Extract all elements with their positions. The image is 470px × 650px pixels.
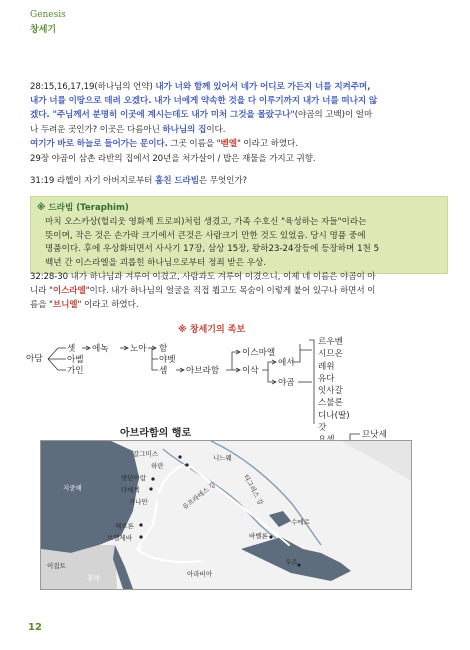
ham: 함 xyxy=(159,344,168,354)
abraham-route-map xyxy=(40,440,412,590)
peniel-line-3c: " 이라고 하였다. xyxy=(77,300,139,311)
son-gad: 갓 xyxy=(318,423,327,434)
son-issachar: 잇사갈 xyxy=(318,386,343,397)
book-title-english: Genesis xyxy=(30,10,66,20)
map-label-hebron: 헤브론 xyxy=(115,522,134,530)
jacob: 야곱 xyxy=(278,378,295,388)
ishmael: 이스마엘 xyxy=(242,348,276,358)
genealogy-title: ※ 창세기의 족보 xyxy=(178,325,246,335)
israel-name: 이스라엘 xyxy=(52,286,86,297)
son-simeon: 시므온 xyxy=(318,349,343,360)
stolen-teraphim: 훔친 드라빔 xyxy=(155,176,199,186)
map-label-canaan: 가나안 xyxy=(129,498,148,506)
covenant-text-2: 내가 너를 이땅으로 데려 오겠다. 내가 너에게 약속한 것을 다 이루기까지 내가 너를 떠나지 않 xyxy=(30,96,378,107)
note-line-3: 명품이다. 후에 우상화되면서 사사기 17장, 삼상 15장, 왕하23-24장등에 등장하며 1천 5 xyxy=(45,244,380,255)
son-zebulun: 스불론 xyxy=(318,398,343,409)
covenant-text-4c: 이다. xyxy=(206,124,226,135)
map-title: 아브라함의 행로 xyxy=(120,428,192,439)
covenant-text-4a: 나 두려운 곳인가? 이곳은 다름아닌 xyxy=(30,124,163,135)
question-text-a: 31:19 라헬이 자기 아버지로부터 xyxy=(30,176,156,186)
book-title-korean: 창세기 xyxy=(30,25,57,35)
teraphim-question xyxy=(30,174,247,188)
house-of-god: 하나님의 집 xyxy=(162,124,207,135)
peniel-line-2c: "이다. 내가 하나님의 얼굴을 직접 뵙고도 목숨이 이렇게 붙어 있구나 하면서 이 xyxy=(85,286,376,297)
map-label-carchemish: 갈그미스 xyxy=(133,450,159,458)
map-label-haran: 하란 xyxy=(151,462,164,470)
noah: 노아 xyxy=(130,344,147,354)
map-label-arabia: 아라비아 xyxy=(187,570,213,578)
gate-of-heaven: 여기가 바로 하늘로 들어가는 문이다. xyxy=(30,138,168,149)
covenant-paragraph xyxy=(30,80,442,151)
map-label-euphrates: 유프라테스 강 xyxy=(181,480,218,512)
covenant-text-3b: (야곱의 고백)이 얼마 xyxy=(294,110,373,121)
abel: 아벨 xyxy=(67,355,84,365)
covenant-text-5b: 그곳 이름을 " xyxy=(167,138,221,149)
peniel-line-2a: 니라 " xyxy=(30,286,53,297)
map-label-damascus: 다메섹 xyxy=(121,486,140,494)
page-number: 12 xyxy=(28,622,42,633)
abraham: 아브라함 xyxy=(186,366,220,376)
isaac: 이삭 xyxy=(242,366,259,376)
adam: 아담 xyxy=(26,354,43,364)
peniel-paragraph xyxy=(30,270,444,313)
map-drawing xyxy=(41,441,411,589)
covenant-text-1: 내가 너와 함께 있어서 네가 어디로 가든지 너를 지켜주며, xyxy=(155,82,371,92)
son-levi: 레위 xyxy=(318,361,335,372)
verse-reference: 28:15,16,17,19(하나님의 언약) xyxy=(30,82,153,92)
covenant-text-5d: " 이라고 하였다. xyxy=(236,138,298,149)
map-label-ur: 우르 xyxy=(285,558,298,566)
teraphim-note-box xyxy=(30,196,448,274)
map-label-tigris: 티그리스 강 xyxy=(241,473,265,507)
map-label-sumer: 수메르 xyxy=(291,518,310,526)
question-text-c: 은 무엇인가? xyxy=(198,176,248,186)
japheth: 야벳 xyxy=(159,355,176,365)
peniel-line-1: 32:28-30 내가 하나님과 겨루어 이겼고, 사람과도 겨루어 이겼으니, 이제 네 이름은 야곱이 아 xyxy=(30,272,376,282)
shem: 셈 xyxy=(159,366,168,376)
map-label-paddan-aram: 밧단아람 xyxy=(121,474,147,482)
note-line-1: 마치 오스카상(헐리웃 영화계 트로피)처럼 생겼고, 가족 수호신 "육성하는 자들"이라는 xyxy=(45,216,367,227)
map-label-nineveh: 니느웨 xyxy=(213,454,232,462)
map-label-babylon: 바벨론 xyxy=(249,532,268,540)
peniel-line-3a: 름을 " xyxy=(30,300,53,311)
seth: 셋 xyxy=(67,344,76,354)
cain: 가인 xyxy=(67,366,84,376)
son-reuben: 르우벤 xyxy=(318,337,343,347)
note-title: ※ 드라빔 (Teraphim) xyxy=(37,203,129,213)
map-label-egypt: 이집트 xyxy=(47,562,66,570)
map-label-red-sea: 홍해 xyxy=(87,574,100,582)
map-label-mediterranean: 지중해 xyxy=(63,484,82,492)
note-line-4: 백년 간 이스라엘을 괴롭힌 하나님으로부터 정죄 받은 우상. xyxy=(45,258,267,269)
esau: 에서 xyxy=(278,358,295,368)
son-judah: 유다 xyxy=(318,373,335,384)
covenant-text-3: 겠다. "주님께서 분명히 이곳에 계시는데도 내가 미처 그것을 몰랐구나" xyxy=(30,110,295,121)
chapter-29-summary: 29장 야곱이 삼촌 라반의 집에서 20년을 처가살이 / 밥은 재물을 가지고 귀향. xyxy=(30,154,316,164)
bethel-name: 벧엘 xyxy=(220,138,237,149)
enosh: 에녹 xyxy=(92,344,109,354)
peniel-name: 브니엘 xyxy=(52,300,78,311)
map-label-beersheba: 브엘세바 xyxy=(107,534,133,542)
manasseh: 므낫세 xyxy=(362,430,387,440)
daughter-dinah: 디나(딸) xyxy=(318,410,350,421)
note-line-2: 뜻이며, 작은 것은 손가락 크기에서 큰것은 사람크기 만한 것도 있었음. 당시 명품 중에 xyxy=(45,230,366,241)
